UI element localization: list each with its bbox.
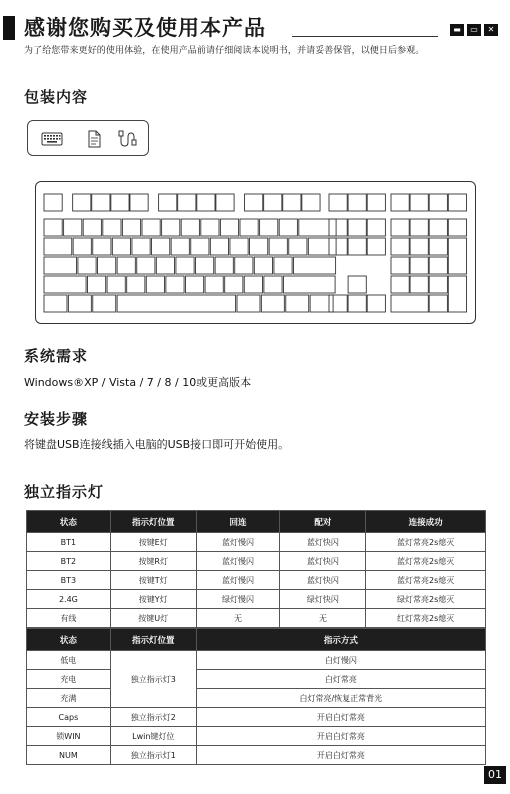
table-row — [27, 746, 486, 765]
table-row — [27, 689, 486, 708]
keyboard-key — [348, 219, 366, 236]
keyboard-key — [391, 257, 409, 274]
keyboard-key — [279, 219, 297, 236]
keyboard-key — [348, 276, 366, 293]
table-row — [27, 651, 486, 670]
table-cell: 按键T灯 — [110, 571, 196, 590]
table-cell: 绿灯常亮2s熄灭 — [366, 590, 486, 609]
keyboard-key — [302, 194, 320, 211]
table-row — [27, 571, 486, 590]
keyboard-key — [294, 257, 336, 274]
table-header: 回连 — [196, 511, 280, 533]
table-header: 指示灯位置 — [110, 629, 196, 651]
keyboard-key — [44, 238, 72, 255]
keyboard-key — [185, 276, 203, 293]
table-cell: 无 — [280, 609, 366, 628]
keyboard-key — [329, 194, 347, 211]
table-header-row — [27, 629, 486, 651]
keyboard-key — [250, 238, 268, 255]
keyboard-key — [391, 238, 409, 255]
keyboard-key — [197, 194, 215, 211]
keyboard-key — [367, 238, 385, 255]
keyboard-key — [44, 257, 77, 274]
keyboard-key — [308, 238, 336, 255]
table-row — [27, 552, 486, 571]
table-cell: 蓝灯慢闪 — [196, 552, 280, 571]
table-header: 配对 — [280, 511, 366, 533]
title-marker — [3, 16, 15, 40]
table-cell: Caps — [27, 708, 111, 727]
keyboard-key — [391, 276, 409, 293]
keyboard-key — [310, 295, 333, 312]
keyboard-key — [429, 276, 447, 293]
keyboard-key — [205, 276, 223, 293]
keyboard-key — [264, 276, 282, 293]
table-cell: 充满 — [27, 689, 111, 708]
keyboard-key — [240, 219, 258, 236]
indicator-table-status — [26, 628, 486, 765]
table-cell: 按键R灯 — [110, 552, 196, 571]
keyboard-key — [68, 295, 91, 312]
keyboard-key — [429, 295, 447, 312]
keyboard-key — [269, 238, 287, 255]
table-cell: 独立指示灯1 — [110, 746, 196, 765]
keyboard-key — [93, 238, 111, 255]
table-cell: 按键Y灯 — [110, 590, 196, 609]
keyboard-key — [171, 238, 189, 255]
keyboard-key — [429, 219, 447, 236]
keyboard-key — [254, 257, 272, 274]
table-cell: 无 — [196, 609, 280, 628]
keyboard-key — [83, 219, 101, 236]
usb-cable-icon — [116, 129, 138, 149]
keyboard-key — [44, 219, 62, 236]
keyboard-icon — [41, 129, 63, 149]
keyboard-key — [283, 276, 335, 293]
install-heading: 安装步骤 — [24, 410, 89, 428]
keyboard-key — [235, 257, 253, 274]
keyboard-key — [329, 219, 347, 236]
table-cell: 按键E灯 — [110, 533, 196, 552]
keyboard-key — [410, 194, 428, 211]
keyboard-key — [64, 219, 82, 236]
minimize-icon: ▬ — [450, 24, 464, 36]
table-cell: 红灯常亮2s熄灭 — [366, 609, 486, 628]
keyboard-key — [448, 238, 466, 274]
keyboard-key — [348, 295, 366, 312]
keyboard-key — [299, 219, 336, 236]
document-icon — [83, 129, 105, 149]
package-heading: 包装内容 — [24, 88, 89, 106]
keyboard-key — [429, 194, 447, 211]
keyboard-key — [348, 194, 366, 211]
keyboard-key — [73, 238, 91, 255]
keyboard-key — [448, 194, 466, 211]
table-header: 连接成功 — [366, 511, 486, 533]
keyboard-keys — [36, 182, 477, 325]
requirements-text: Windows®XP / Vista / 7 / 8 / 10或更高版本 — [24, 376, 252, 389]
keyboard-key — [367, 194, 385, 211]
keyboard-key — [44, 295, 67, 312]
keyboard-key — [132, 238, 150, 255]
keyboard-key — [146, 276, 164, 293]
table-cell: 蓝灯常亮2s熄灭 — [366, 552, 486, 571]
requirements-heading: 系统需求 — [24, 347, 89, 365]
keyboard-key — [274, 257, 292, 274]
keyboard-key — [367, 295, 385, 312]
keyboard-key — [230, 238, 248, 255]
table-cell: 绿灯慢闪 — [196, 590, 280, 609]
keyboard-key — [283, 194, 301, 211]
keyboard-key — [176, 257, 194, 274]
keyboard-key — [220, 219, 238, 236]
table-cell: 蓝灯快闪 — [280, 552, 366, 571]
keyboard-key — [137, 257, 155, 274]
table-cell: 蓝灯慢闪 — [196, 571, 280, 590]
table-cell: 开启白灯常亮 — [196, 708, 485, 727]
keyboard-key — [329, 295, 347, 312]
keyboard-key — [93, 295, 116, 312]
keyboard-key — [260, 219, 278, 236]
keyboard-key — [166, 276, 184, 293]
table-cell: 蓝灯快闪 — [280, 571, 366, 590]
table-row — [27, 708, 486, 727]
keyboard-key — [103, 219, 121, 236]
keyboard-key — [201, 219, 219, 236]
table-cell: BT2 — [27, 552, 111, 571]
table-cell: 2.4G — [27, 590, 111, 609]
table-cell: BT1 — [27, 533, 111, 552]
table-header: 指示灯位置 — [110, 511, 196, 533]
table-row — [27, 533, 486, 552]
table-cell: 按键U灯 — [110, 609, 196, 628]
table-row — [27, 609, 486, 628]
table-header: 指示方式 — [196, 629, 485, 651]
page-number: 01 — [484, 766, 506, 784]
keyboard-key — [391, 219, 409, 236]
intro-text: 为了给您带来更好的使用体验，在使用产品前请仔细阅读本说明书，并请妥善保管，以便日后参观。 — [24, 46, 425, 56]
package-contents-box — [27, 120, 149, 156]
window-controls — [450, 24, 498, 36]
page-title: 感谢您购买及使用本产品 — [24, 16, 266, 40]
keyboard-key — [73, 194, 91, 211]
table-cell: 蓝灯常亮2s熄灭 — [366, 533, 486, 552]
table-cell: 开启白灯常亮 — [196, 727, 485, 746]
keyboard-key — [122, 219, 140, 236]
keyboard-key — [127, 276, 145, 293]
keyboard-key — [112, 238, 130, 255]
keyboard-key — [196, 257, 214, 274]
close-icon: ✕ — [484, 24, 498, 36]
keyboard-key — [178, 194, 196, 211]
table-cell: 独立指示灯3 — [110, 651, 196, 708]
keyboard-key — [410, 238, 428, 255]
table-row — [27, 727, 486, 746]
keyboard-key — [162, 219, 180, 236]
keyboard-key — [98, 257, 116, 274]
title-divider — [292, 36, 438, 37]
keyboard-key — [410, 257, 428, 274]
keyboard-key — [429, 257, 447, 274]
table-cell: 白灯常亮 — [196, 670, 485, 689]
table-cell: 蓝灯常亮2s熄灭 — [366, 571, 486, 590]
table-header-row — [27, 511, 486, 533]
keyboard-key — [216, 194, 234, 211]
table-cell: 白灯慢闪 — [196, 651, 485, 670]
keyboard-key — [107, 276, 125, 293]
keyboard-key — [348, 238, 366, 255]
keyboard-key — [181, 219, 199, 236]
keyboard-key — [142, 219, 160, 236]
keyboard-key — [44, 194, 62, 211]
indicator-table-connection — [26, 510, 486, 628]
keyboard-key — [391, 194, 409, 211]
indicators-heading: 独立指示灯 — [24, 483, 105, 501]
keyboard-key — [429, 238, 447, 255]
table-cell: 锁WIN — [27, 727, 111, 746]
keyboard-key — [210, 238, 228, 255]
keyboard-key — [215, 257, 233, 274]
keyboard-key — [264, 194, 282, 211]
table-row — [27, 670, 486, 689]
table-cell: 低电 — [27, 651, 111, 670]
keyboard-key — [245, 194, 263, 211]
keyboard-illustration — [35, 181, 476, 324]
table-cell: NUM — [27, 746, 111, 765]
keyboard-key — [448, 219, 466, 236]
keyboard-key — [410, 276, 428, 293]
table-row — [27, 590, 486, 609]
keyboard-key — [391, 295, 428, 312]
keyboard-key — [289, 238, 307, 255]
keyboard-key — [244, 276, 262, 293]
table-cell: 蓝灯快闪 — [280, 533, 366, 552]
keyboard-key — [159, 194, 177, 211]
keyboard-key — [367, 219, 385, 236]
table-cell: BT3 — [27, 571, 111, 590]
keyboard-key — [78, 257, 96, 274]
table-cell: 有线 — [27, 609, 111, 628]
keyboard-key — [130, 194, 148, 211]
keyboard-key — [87, 276, 105, 293]
keyboard-key — [329, 238, 347, 255]
table-cell: 绿灯快闪 — [280, 590, 366, 609]
keyboard-key — [410, 219, 428, 236]
table-cell: 独立指示灯2 — [110, 708, 196, 727]
keyboard-key — [44, 276, 86, 293]
table-cell: 开启白灯常亮 — [196, 746, 485, 765]
table-header: 状态 — [27, 511, 111, 533]
keyboard-key — [191, 238, 209, 255]
title-bar — [0, 14, 510, 44]
keyboard-key — [152, 238, 170, 255]
keyboard-key — [156, 257, 174, 274]
keyboard-key — [225, 276, 243, 293]
keyboard-key — [261, 295, 284, 312]
keyboard-key — [237, 295, 260, 312]
maximize-icon: ▭ — [467, 24, 481, 36]
keyboard-key — [286, 295, 309, 312]
keyboard-key — [117, 295, 235, 312]
table-header: 状态 — [27, 629, 111, 651]
keyboard-key — [117, 257, 135, 274]
install-text: 将键盘USB连接线插入电脑的USB接口即可开始使用。 — [24, 438, 290, 451]
keyboard-key — [111, 194, 129, 211]
table-cell: 充电 — [27, 670, 111, 689]
table-cell: 白灯常亮/恢复正常背光 — [196, 689, 485, 708]
table-cell: Lwin键灯位 — [110, 727, 196, 746]
keyboard-key — [92, 194, 110, 211]
keyboard-key — [448, 276, 466, 312]
table-cell: 蓝灯慢闪 — [196, 533, 280, 552]
